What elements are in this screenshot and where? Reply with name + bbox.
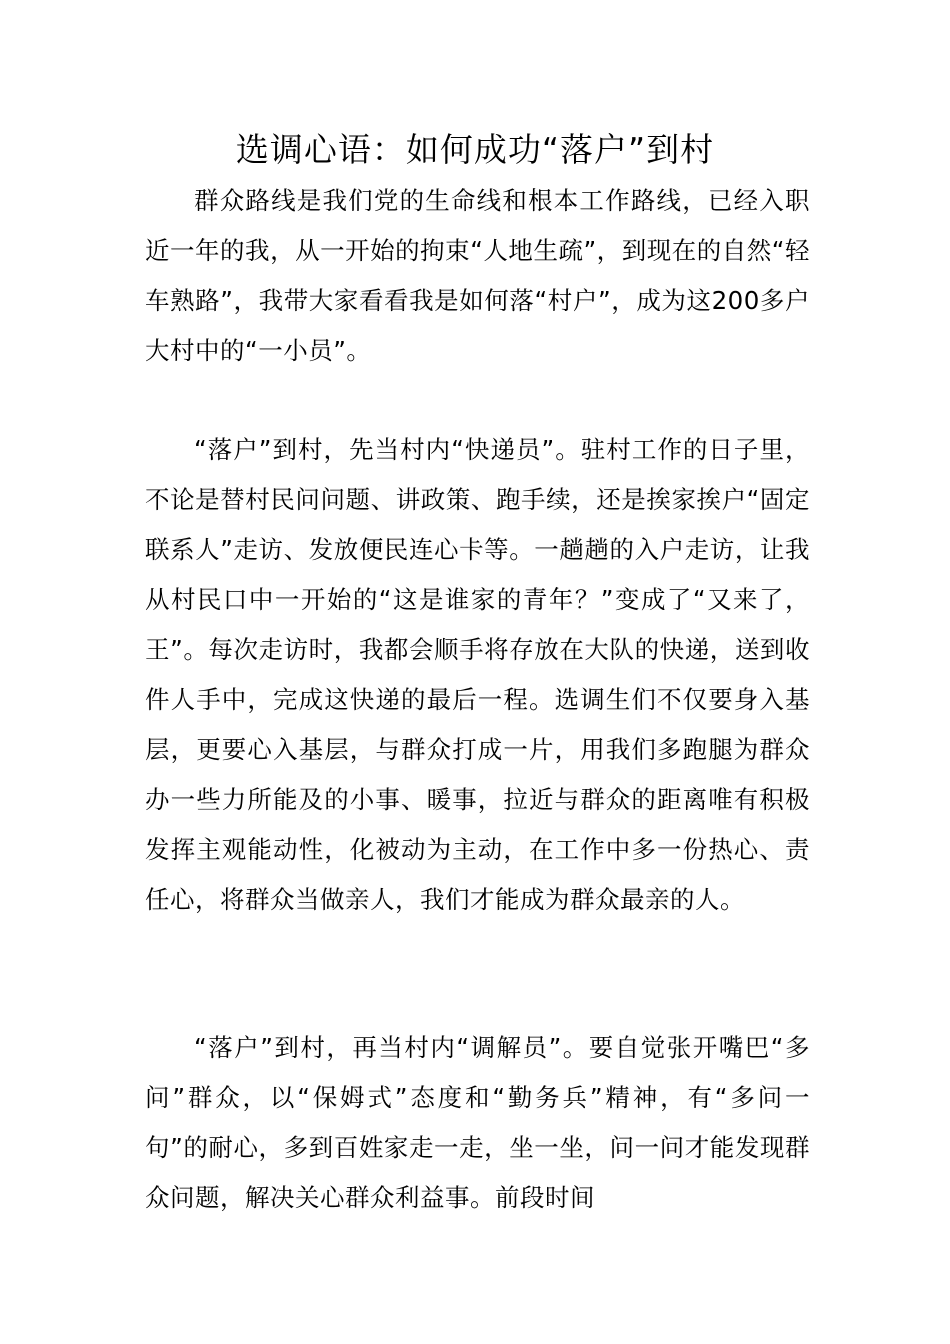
paragraph-mediator: “落户”到村，再当村内“调解员”。要自觉张开嘴巴“多问”群众，以“保姆式”态度和“勤务兵”精神，有“多问一句”的耐心，多到百姓家走一走，坐一坐，问一问才能发现群众问题，解决关心群众利益事。前段时间: [145, 1033, 810, 1212]
document-title: 选调心语：如何成功“落户”到村: [235, 130, 715, 169]
paragraph-intro: 群众路线是我们党的生命线和根本工作路线，已经入职近一年的我，从一开始的拘束“人地生疏”，到现在的自然“轻车熟路”，我带大家看看我是如何落“村户”，成为这200多户大村中的“一小员”。: [145, 186, 810, 365]
paragraph-courier: “落户”到村，先当村内“快递员”。驻村工作的日子里，不论是替村民问问题、讲政策、跑手续，还是挨家挨户“固定联系人”走访、发放便民连心卡等。一趟趟的入户走访，让我从村民口中一开始的“这是谁家的青年？”变成了“又来了，王”。每次走访时，我都会顺手将存放在大队的快递，送到收件人手中，完成这快递的最后一程。选调生们不仅要身入基层，更要心入基层，与群众打成一片，用我们多跑腿为群众办一些力所能及的小事、暖事，拉近与群众的距离唯有积极发挥主观能动性，化被动为主动，在工作中多一份热心、责任心，将群众当做亲人，我们才能成为群众最亲的人。: [145, 435, 810, 914]
